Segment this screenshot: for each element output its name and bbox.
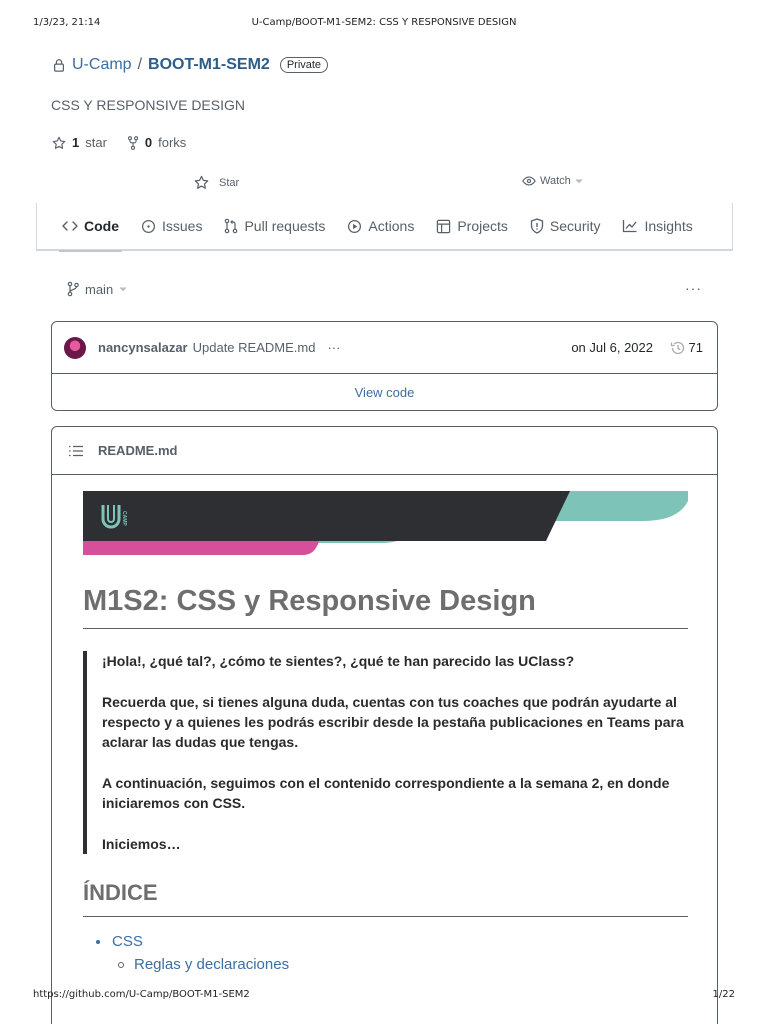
watch-button[interactable] <box>522 175 583 187</box>
quote-paragraph: ¡Hola!, ¿qué tal?, ¿cómo te sientes?, ¿qué te han parecido las UClass? <box>102 653 575 669</box>
forks-label: forks <box>158 135 187 150</box>
readme-header <box>52 427 717 475</box>
tab-label: Issues <box>162 218 203 234</box>
banner-logo-text: CAMP <box>121 511 127 526</box>
graph-icon <box>622 219 638 233</box>
repo-description: CSS Y RESPONSIVE DESIGN <box>51 97 245 113</box>
tab-label: Actions <box>368 218 415 234</box>
lock-icon <box>52 58 66 72</box>
tab-actions[interactable] <box>336 202 425 250</box>
repo-owner-link[interactable]: U-Camp <box>72 56 132 73</box>
tab-insights[interactable] <box>611 202 703 250</box>
watch-button-label: Watch <box>540 175 571 187</box>
pull-request-icon <box>224 218 238 234</box>
print-page-number: 1/22 <box>712 989 735 1000</box>
view-code-link[interactable]: View code <box>354 384 415 400</box>
avatar[interactable] <box>64 337 86 359</box>
repo-separator: / <box>137 56 143 73</box>
star-button-label: Star <box>219 176 240 189</box>
quote-paragraph: A continuación, seguimos con el contenido correspondiente a la semana 2, en donde iniciaremos con CSS. <box>102 775 670 811</box>
fork-icon <box>127 136 139 150</box>
code-icon <box>62 220 78 232</box>
visibility-badge: Private <box>280 57 328 73</box>
quote-paragraph: Recuerda que, si tienes alguna duda, cuentas con tus coaches que podrán ayudarte al respecto y a quienes les podrás escribir desde la pestaña publicaciones en Teams para aclarar las dudas que tengas. <box>102 694 684 750</box>
play-icon <box>347 219 362 234</box>
forks-count: 0 <box>144 135 153 150</box>
list-icon[interactable] <box>68 445 84 457</box>
branch-name: main <box>85 281 114 297</box>
toc-link[interactable]: Reglas y declaraciones <box>134 956 290 973</box>
quote-paragraph: Iniciemos… <box>102 836 181 852</box>
commit-history-link[interactable] <box>670 340 703 356</box>
table-icon <box>436 219 451 234</box>
tab-issues[interactable] <box>130 202 213 250</box>
star-icon <box>194 175 209 190</box>
star-icon <box>52 136 66 150</box>
branch-icon <box>67 281 79 297</box>
tab-label: Security <box>549 218 601 234</box>
readme-title: M1S2: CSS y Responsive Design <box>83 585 688 629</box>
tab-label: Pull requests <box>244 218 326 234</box>
commit-message[interactable]: Update README.md <box>192 340 316 355</box>
more-options-button[interactable]: ··· <box>685 280 702 296</box>
commit-expand-button[interactable]: ··· <box>327 340 341 355</box>
tab-code[interactable] <box>51 202 130 250</box>
repo-tabs <box>36 203 733 251</box>
readme-filename: README.md <box>98 443 178 458</box>
latest-commit-box <box>51 321 718 411</box>
stars-link[interactable] <box>52 135 107 150</box>
tab-pull-requests[interactable] <box>213 202 336 250</box>
tab-label: Insights <box>644 218 693 234</box>
readme-box <box>51 426 718 1024</box>
repo-heading <box>52 56 328 74</box>
caret-down-icon <box>575 178 583 184</box>
commit-date: on Jul 6, 2022 <box>571 340 653 355</box>
tab-projects[interactable] <box>425 202 519 250</box>
stars-label: star <box>85 135 107 150</box>
repo-name-link[interactable]: BOOT-M1-SEM2 <box>148 56 270 73</box>
toc-item-css[interactable] <box>96 933 289 950</box>
eye-icon <box>522 175 536 187</box>
history-icon <box>670 340 686 356</box>
print-url: https://github.com/U-Camp/BOOT-M1-SEM2 <box>33 989 250 1000</box>
tab-label: Code <box>84 218 119 234</box>
commit-count: 71 <box>688 340 703 355</box>
commit-author[interactable]: nancynsalazar <box>98 340 188 355</box>
toc-item-rules[interactable] <box>118 956 289 973</box>
toc-link[interactable]: CSS <box>112 933 143 950</box>
index-heading: ÍNDICE <box>83 880 688 917</box>
table-of-contents <box>96 933 289 973</box>
stars-count: 1 <box>72 135 80 150</box>
print-header <box>33 17 735 31</box>
shield-icon <box>530 218 544 234</box>
tab-label: Projects <box>457 218 508 234</box>
issue-icon <box>141 219 156 234</box>
print-title: U-Camp/BOOT-M1-SEM2: CSS Y RESPONSIVE DESIGN <box>251 17 517 28</box>
readme-blockquote <box>83 651 688 854</box>
print-footer <box>33 989 735 1003</box>
print-date: 1/3/23, 21:14 <box>33 17 101 28</box>
caret-down-icon <box>119 286 127 292</box>
readme-banner <box>83 491 688 556</box>
star-button[interactable] <box>194 175 239 190</box>
latest-commit <box>52 322 717 374</box>
repo-stats <box>52 135 186 150</box>
forks-link[interactable] <box>127 135 186 150</box>
branch-selector[interactable] <box>67 281 127 297</box>
tab-security[interactable] <box>519 202 612 250</box>
